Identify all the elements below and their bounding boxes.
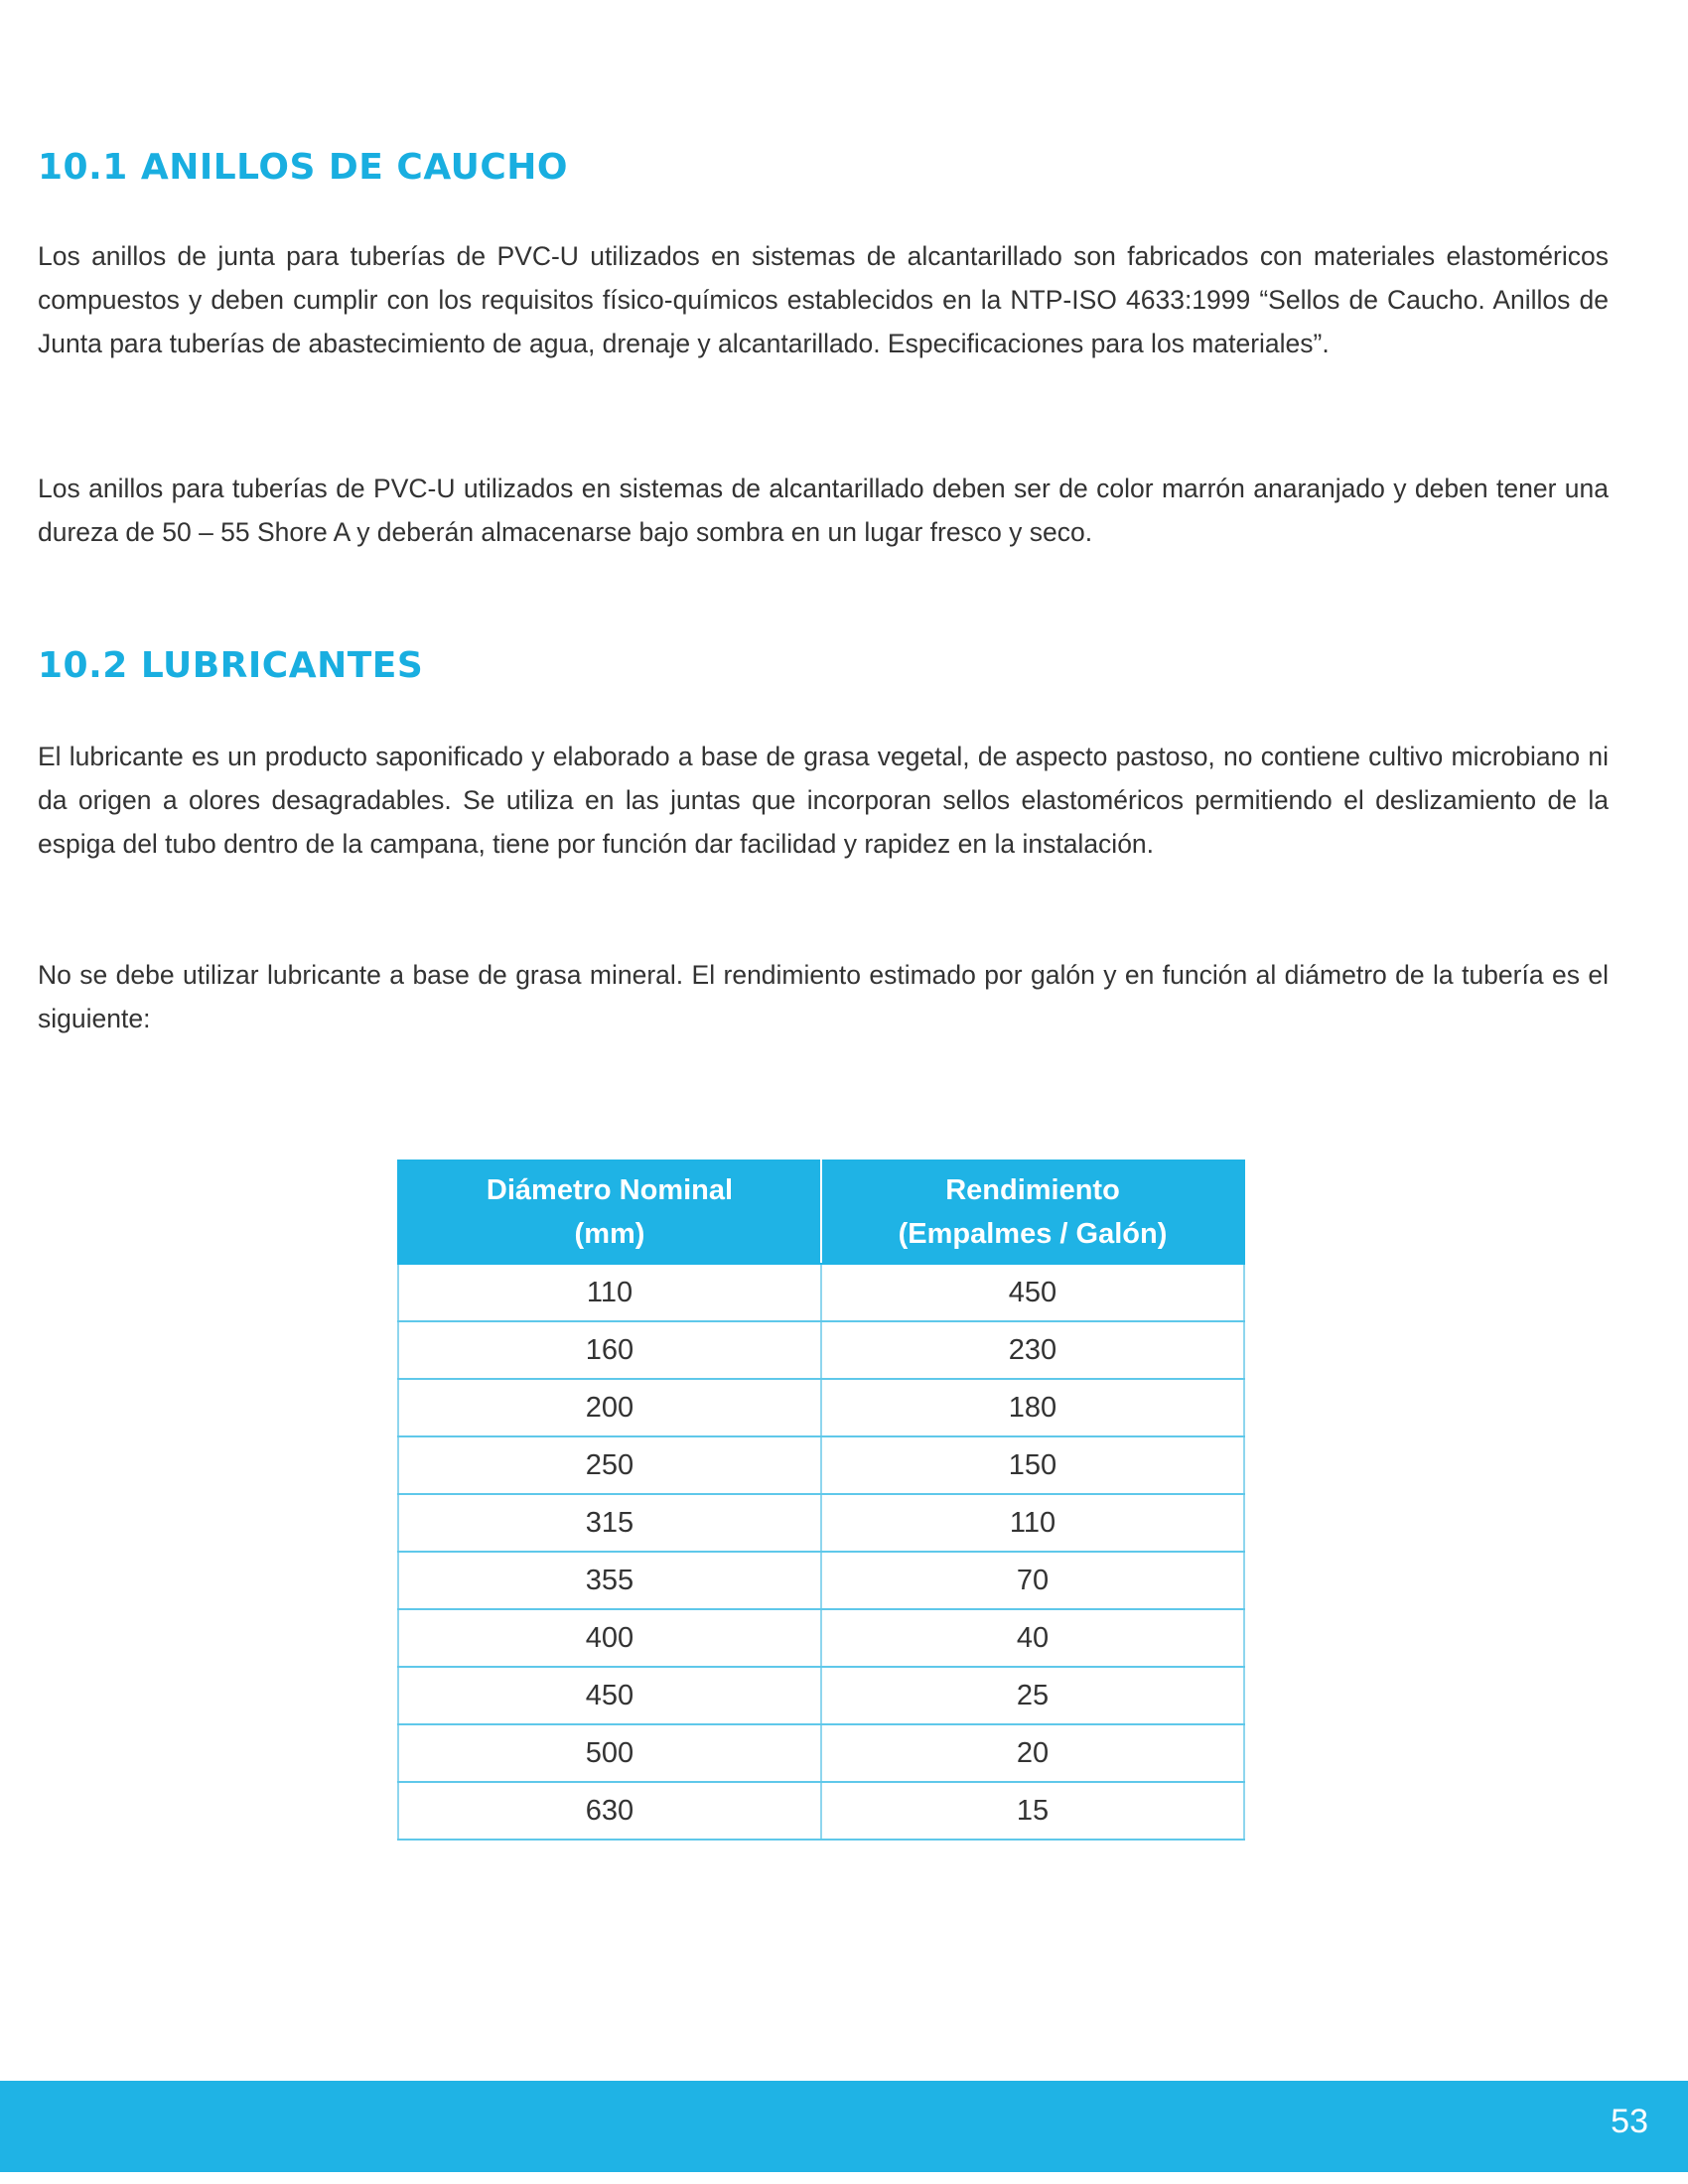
cell-diametro: 160: [398, 1321, 821, 1379]
table-header-row: [398, 1160, 1244, 1264]
table-row: [398, 1667, 1244, 1724]
table-row: [398, 1321, 1244, 1379]
section-title-lubricantes: 10.2 LUBRICANTES: [38, 645, 424, 686]
table-row: [398, 1552, 1244, 1609]
cell-diametro: 200: [398, 1379, 821, 1436]
cell-diametro: 630: [398, 1782, 821, 1840]
cell-diametro: 110: [398, 1264, 821, 1321]
cell-diametro: 250: [398, 1436, 821, 1494]
cell-rendimiento: 15: [821, 1782, 1244, 1840]
cell-diametro: 355: [398, 1552, 821, 1609]
cell-diametro: 450: [398, 1667, 821, 1724]
header-diametro-line-2: (mm): [574, 1218, 645, 1250]
cell-diametro: 500: [398, 1724, 821, 1782]
table-row: [398, 1782, 1244, 1840]
cell-rendimiento: 25: [821, 1667, 1244, 1724]
cell-rendimiento: 150: [821, 1436, 1244, 1494]
page-number: 53: [1611, 2103, 1648, 2140]
table-row: [398, 1436, 1244, 1494]
header-rendimiento-line-1: Rendimiento: [945, 1174, 1120, 1206]
cell-diametro: 315: [398, 1494, 821, 1552]
cell-diametro: 400: [398, 1609, 821, 1667]
section-title-anillos: 10.1 ANILLOS DE CAUCHO: [38, 147, 568, 188]
table-row: [398, 1494, 1244, 1552]
cell-rendimiento: 180: [821, 1379, 1244, 1436]
header-diametro-line-1: Diámetro Nominal: [486, 1174, 734, 1206]
table-row: [398, 1724, 1244, 1782]
paragraph-lubricantes-1: El lubricante es un producto saponificado y elaborado a base de grasa vegetal, de aspecto pastoso, no contiene cultivo microbiano ni da origen a olores desagradables. Se utiliza en las juntas que incorporan sellos elastoméricos permitiendo el deslizamiento de la espiga del tubo dentro de la campana, tiene por función dar facilidad y rapidez en la instalación.: [38, 742, 1609, 859]
performance-table-container: [397, 1160, 1245, 1841]
cell-rendimiento: 110: [821, 1494, 1244, 1552]
lubricant-performance-table: [397, 1160, 1245, 1841]
header-rendimiento: [821, 1160, 1244, 1264]
cell-rendimiento: 450: [821, 1264, 1244, 1321]
table-body: [398, 1264, 1244, 1840]
paragraph-anillos-2: Los anillos para tuberías de PVC-U utilizados en sistemas de alcantarillado deben ser de color marrón anaranjado y deben tener una dureza de 50 – 55 Shore A y deberán almacenarse bajo sombra en un lugar fresco y seco.: [38, 474, 1609, 547]
footer-bar: [0, 2081, 1688, 2172]
header-diametro: [398, 1160, 821, 1264]
table-row: [398, 1264, 1244, 1321]
paragraph-lubricantes-2: No se debe utilizar lubricante a base de grasa mineral. El rendimiento estimado por galón y en función al diámetro de la tubería es el siguiente:: [38, 960, 1609, 1033]
paragraph-anillos-1: Los anillos de junta para tuberías de PVC-U utilizados en sistemas de alcantarillado son fabricados con materiales elastoméricos compuestos y deben cumplir con los requisitos físico-químicos establecidos en la NTP-ISO 4633:1999 “Sellos de Caucho. Anillos de Junta para tuberías de abastecimiento de agua, drenaje y alcantarillado. Especificaciones para los materiales”.: [38, 241, 1609, 358]
table-row: [398, 1379, 1244, 1436]
cell-rendimiento: 230: [821, 1321, 1244, 1379]
header-rendimiento-line-2: (Empalmes / Galón): [898, 1218, 1168, 1250]
table-row: [398, 1609, 1244, 1667]
cell-rendimiento: 40: [821, 1609, 1244, 1667]
cell-rendimiento: 20: [821, 1724, 1244, 1782]
cell-rendimiento: 70: [821, 1552, 1244, 1609]
